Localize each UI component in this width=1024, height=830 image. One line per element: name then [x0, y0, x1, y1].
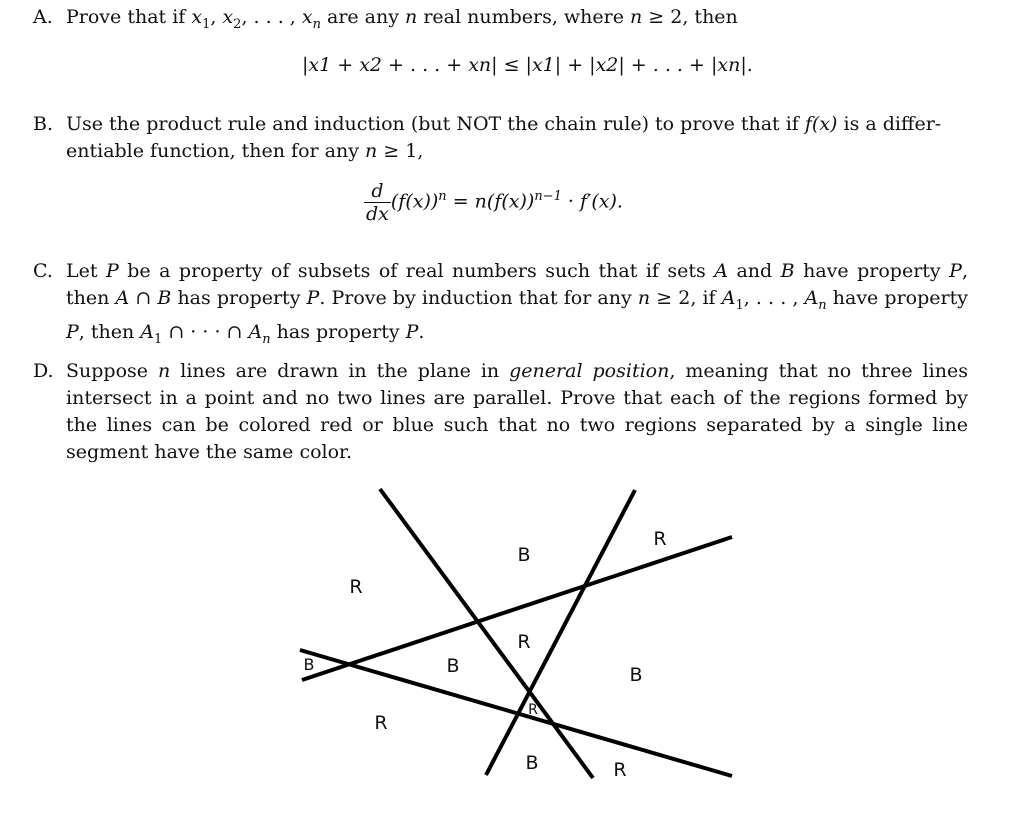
- problem-b-display-equation: $\frac{d}{dx}$ $(f(x))^n = n(f(x))^{n-1} \cdot f'(x)$.: [366, 180, 623, 225]
- problem-d-text: Suppose n lines are drawn in the plane in general position, meaning that no three lines intersect in a point and no two lines are parallel. Prove that each of the regions formed by the lines can be colored red or blue such that no two regions separated by a single line segment have the same color.: [66, 360, 968, 463]
- problem-b-label: B.: [33, 113, 54, 135]
- region-label: B: [629, 664, 643, 686]
- problem-a-label: A.: [33, 6, 53, 28]
- line-4: [300, 650, 732, 776]
- problem-a-text: Prove that if $x_1$, $x_2$, . . . , $x_n$ are any n real numbers, where n ≥ 2, then: [66, 6, 738, 32]
- problem-c-text: Let P be a property of subsets of real numbers such that if sets A and B have property P, then A ∩ B has property P. Prove by induction that for any n ≥ 2, if $A_1$, . . . , $A_n$ have property P, then $A_1$ ∩ · · · ∩ $A_n$ has property P.: [66, 260, 968, 347]
- problem-d-label: D.: [33, 360, 54, 382]
- problem-c-label: C.: [33, 260, 53, 282]
- region-label: R: [517, 631, 531, 653]
- problem-b-text: Use the product rule and induction (but NOT the chain rule) to prove that if f(x) is a differ- entiable function, then for any n ≥ 1,: [66, 113, 942, 162]
- region-label: R: [528, 702, 538, 718]
- region-label: R: [653, 528, 667, 550]
- region-label: B: [446, 655, 460, 677]
- region-label: B: [303, 655, 315, 674]
- figure-lines: [300, 489, 732, 778]
- derivative-fraction: $\frac{d}{dx}$: [366, 180, 389, 225]
- problem-a-display-equation: |x1 + x2 + . . . + xn| ≤ |x1| + |x2| + . . . + |xn|.: [302, 54, 753, 76]
- region-label: R: [613, 759, 627, 781]
- region-label: R: [374, 712, 388, 734]
- region-label: R: [349, 576, 363, 598]
- region-label: B: [525, 752, 539, 774]
- region-label: B: [517, 544, 531, 566]
